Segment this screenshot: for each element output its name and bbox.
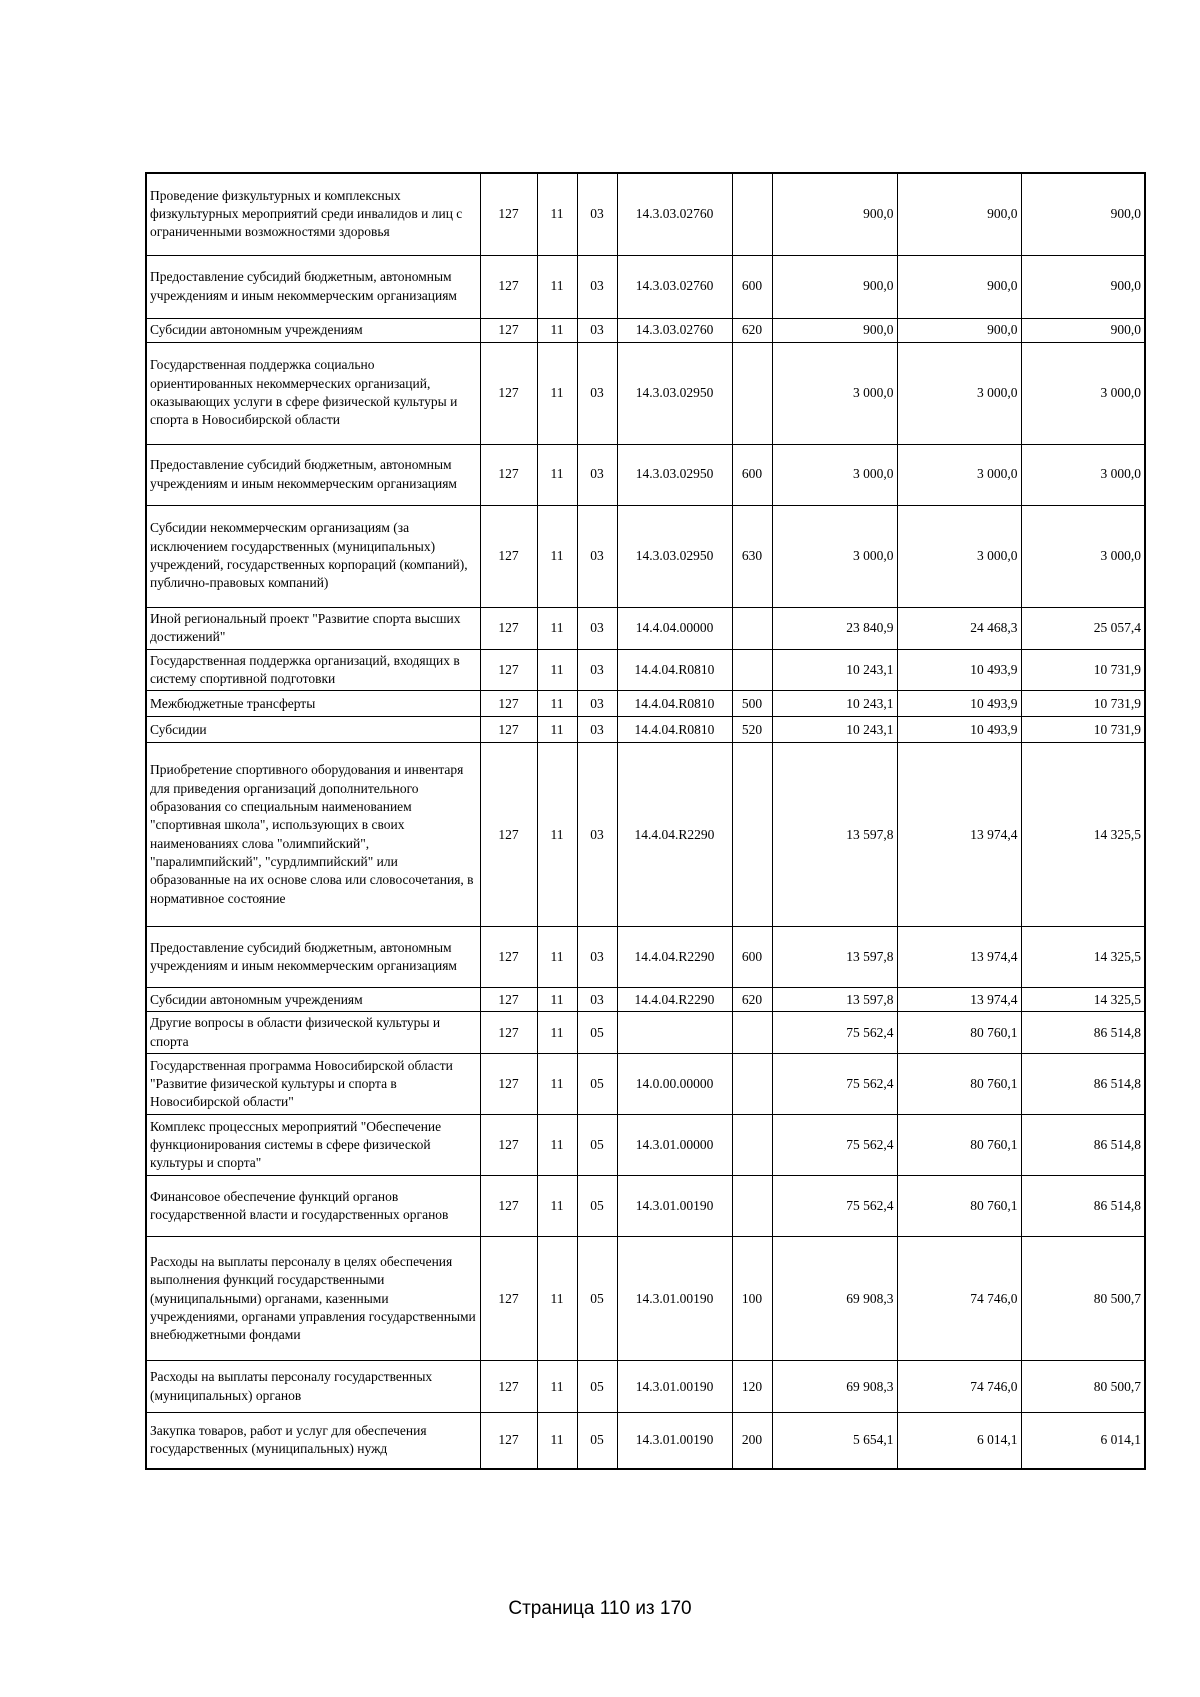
expense-type-code: 630	[732, 505, 772, 607]
amount-year-3: 900,0	[1021, 255, 1145, 318]
table-row	[146, 1413, 1145, 1469]
target-article-code: 14.4.04.R2290	[617, 927, 732, 988]
subsection-code: 05	[577, 1115, 617, 1176]
subsection-code: 05	[577, 1054, 617, 1115]
amount-year-3: 10 731,9	[1021, 717, 1145, 743]
amount-year-2: 80 760,1	[897, 1012, 1021, 1054]
row-description: Государственная программа Новосибирской области "Развитие физической культуры и спорта в Новосибирской области"	[146, 1054, 480, 1115]
table-row	[146, 342, 1145, 444]
target-article-code: 14.3.03.02950	[617, 444, 732, 505]
section-code: 11	[537, 717, 577, 743]
target-article-code: 14.3.01.00190	[617, 1237, 732, 1361]
subsection-code: 03	[577, 342, 617, 444]
target-article-code: 14.3.03.02760	[617, 255, 732, 318]
expense-type-code: 600	[732, 255, 772, 318]
row-description: Расходы на выплаты персоналу государственных (муниципальных) органов	[146, 1361, 480, 1413]
amount-year-3: 6 014,1	[1021, 1413, 1145, 1469]
target-article-code: 14.4.04.R2290	[617, 988, 732, 1012]
expense-type-code: 600	[732, 444, 772, 505]
amount-year-3: 14 325,5	[1021, 743, 1145, 927]
target-article-code: 14.3.03.02760	[617, 318, 732, 342]
amount-year-3: 14 325,5	[1021, 927, 1145, 988]
amount-year-1: 3 000,0	[772, 444, 897, 505]
row-description: Комплекс процессных мероприятий "Обеспечение функционирования системы в сфере физической культуры и спорта"	[146, 1115, 480, 1176]
ministry-code: 127	[480, 1413, 537, 1469]
table-row	[146, 717, 1145, 743]
subsection-code: 03	[577, 173, 617, 255]
subsection-code: 03	[577, 649, 617, 691]
amount-year-3: 80 500,7	[1021, 1237, 1145, 1361]
section-code: 11	[537, 1115, 577, 1176]
table-row	[146, 743, 1145, 927]
expense-type-code	[732, 649, 772, 691]
amount-year-3: 900,0	[1021, 173, 1145, 255]
row-description: Субсидии	[146, 717, 480, 743]
expense-type-code	[732, 173, 772, 255]
row-description: Проведение физкультурных и комплексных физкультурных мероприятий среди инвалидов и лиц с ограниченными возможностями здоровья	[146, 173, 480, 255]
amount-year-1: 75 562,4	[772, 1012, 897, 1054]
amount-year-1: 900,0	[772, 318, 897, 342]
ministry-code: 127	[480, 927, 537, 988]
subsection-code: 05	[577, 1361, 617, 1413]
target-article-code	[617, 1012, 732, 1054]
target-article-code: 14.3.01.00000	[617, 1115, 732, 1176]
amount-year-2: 74 746,0	[897, 1361, 1021, 1413]
section-code: 11	[537, 743, 577, 927]
amount-year-1: 13 597,8	[772, 988, 897, 1012]
table-row	[146, 173, 1145, 255]
section-code: 11	[537, 444, 577, 505]
row-description: Межбюджетные трансферты	[146, 691, 480, 717]
ministry-code: 127	[480, 1361, 537, 1413]
ministry-code: 127	[480, 173, 537, 255]
table-body	[146, 173, 1145, 1469]
amount-year-1: 10 243,1	[772, 649, 897, 691]
ministry-code: 127	[480, 743, 537, 927]
row-description: Субсидии некоммерческим организациям (за исключением государственных (муниципальных) учреждений, государственных корпораций (компаний), публично-правовых компаний)	[146, 505, 480, 607]
target-article-code: 14.3.01.00190	[617, 1361, 732, 1413]
ministry-code: 127	[480, 342, 537, 444]
amount-year-2: 900,0	[897, 255, 1021, 318]
row-description: Предоставление субсидий бюджетным, автономным учреждениям и иным некоммерческим организациям	[146, 255, 480, 318]
table-row	[146, 607, 1145, 649]
target-article-code: 14.3.03.02950	[617, 342, 732, 444]
table-row	[146, 1054, 1145, 1115]
expense-type-code: 620	[732, 318, 772, 342]
amount-year-1: 5 654,1	[772, 1413, 897, 1469]
section-code: 11	[537, 1012, 577, 1054]
subsection-code: 03	[577, 743, 617, 927]
amount-year-3: 25 057,4	[1021, 607, 1145, 649]
amount-year-2: 24 468,3	[897, 607, 1021, 649]
amount-year-3: 3 000,0	[1021, 444, 1145, 505]
amount-year-3: 86 514,8	[1021, 1012, 1145, 1054]
row-description: Расходы на выплаты персоналу в целях обеспечения выполнения функций государственными (муниципальными) органами, казенными учреждениями, органами управления государственными внебюджетными фондами	[146, 1237, 480, 1361]
expense-type-code	[732, 342, 772, 444]
table-row	[146, 927, 1145, 988]
expense-type-code: 620	[732, 988, 772, 1012]
amount-year-1: 900,0	[772, 173, 897, 255]
section-code: 11	[537, 1237, 577, 1361]
amount-year-1: 13 597,8	[772, 927, 897, 988]
expense-type-code: 600	[732, 927, 772, 988]
expense-type-code	[732, 1115, 772, 1176]
amount-year-3: 86 514,8	[1021, 1176, 1145, 1237]
section-code: 11	[537, 927, 577, 988]
amount-year-2: 10 493,9	[897, 691, 1021, 717]
expense-type-code	[732, 607, 772, 649]
amount-year-3: 10 731,9	[1021, 691, 1145, 717]
subsection-code: 03	[577, 988, 617, 1012]
table-row	[146, 988, 1145, 1012]
subsection-code: 03	[577, 255, 617, 318]
expense-type-code: 500	[732, 691, 772, 717]
subsection-code: 03	[577, 927, 617, 988]
page-number: Страница 110 из 170	[508, 1598, 692, 1619]
section-code: 11	[537, 1361, 577, 1413]
target-article-code: 14.0.00.00000	[617, 1054, 732, 1115]
amount-year-2: 900,0	[897, 318, 1021, 342]
section-code: 11	[537, 691, 577, 717]
amount-year-1: 900,0	[772, 255, 897, 318]
ministry-code: 127	[480, 607, 537, 649]
row-description: Субсидии автономным учреждениям	[146, 988, 480, 1012]
ministry-code: 127	[480, 444, 537, 505]
row-description: Предоставление субсидий бюджетным, автономным учреждениям и иным некоммерческим организациям	[146, 444, 480, 505]
amount-year-1: 23 840,9	[772, 607, 897, 649]
section-code: 11	[537, 318, 577, 342]
section-code: 11	[537, 1176, 577, 1237]
amount-year-2: 900,0	[897, 173, 1021, 255]
subsection-code: 05	[577, 1012, 617, 1054]
table-row	[146, 1176, 1145, 1237]
amount-year-2: 13 974,4	[897, 743, 1021, 927]
amount-year-1: 69 908,3	[772, 1361, 897, 1413]
amount-year-3: 86 514,8	[1021, 1054, 1145, 1115]
amount-year-2: 10 493,9	[897, 649, 1021, 691]
amount-year-2: 6 014,1	[897, 1413, 1021, 1469]
ministry-code: 127	[480, 505, 537, 607]
amount-year-2: 13 974,4	[897, 988, 1021, 1012]
table-row	[146, 255, 1145, 318]
section-code: 11	[537, 255, 577, 318]
subsection-code: 05	[577, 1176, 617, 1237]
section-code: 11	[537, 342, 577, 444]
amount-year-1: 75 562,4	[772, 1054, 897, 1115]
row-description: Финансовое обеспечение функций органов государственной власти и государственных органов	[146, 1176, 480, 1237]
table-row	[146, 1361, 1145, 1413]
table-row	[146, 649, 1145, 691]
table-row	[146, 1115, 1145, 1176]
amount-year-1: 75 562,4	[772, 1115, 897, 1176]
amount-year-3: 900,0	[1021, 318, 1145, 342]
subsection-code: 05	[577, 1413, 617, 1469]
amount-year-3: 10 731,9	[1021, 649, 1145, 691]
amount-year-3: 80 500,7	[1021, 1361, 1145, 1413]
table-row	[146, 1237, 1145, 1361]
amount-year-2: 3 000,0	[897, 444, 1021, 505]
subsection-code: 03	[577, 717, 617, 743]
amount-year-1: 3 000,0	[772, 342, 897, 444]
amount-year-2: 74 746,0	[897, 1237, 1021, 1361]
amount-year-3: 3 000,0	[1021, 342, 1145, 444]
row-description: Субсидии автономным учреждениям	[146, 318, 480, 342]
amount-year-3: 3 000,0	[1021, 505, 1145, 607]
amount-year-1: 69 908,3	[772, 1237, 897, 1361]
ministry-code: 127	[480, 988, 537, 1012]
ministry-code: 127	[480, 691, 537, 717]
amount-year-2: 80 760,1	[897, 1115, 1021, 1176]
ministry-code: 127	[480, 318, 537, 342]
row-description: Предоставление субсидий бюджетным, автономным учреждениям и иным некоммерческим организациям	[146, 927, 480, 988]
subsection-code: 03	[577, 691, 617, 717]
amount-year-2: 10 493,9	[897, 717, 1021, 743]
expense-type-code	[732, 743, 772, 927]
table-row	[146, 505, 1145, 607]
subsection-code: 03	[577, 444, 617, 505]
amount-year-1: 3 000,0	[772, 505, 897, 607]
target-article-code: 14.3.01.00190	[617, 1413, 732, 1469]
amount-year-1: 13 597,8	[772, 743, 897, 927]
ministry-code: 127	[480, 1237, 537, 1361]
amount-year-1: 75 562,4	[772, 1176, 897, 1237]
table-row	[146, 691, 1145, 717]
table-row	[146, 1012, 1145, 1054]
ministry-code: 127	[480, 1115, 537, 1176]
expense-type-code: 100	[732, 1237, 772, 1361]
budget-table	[145, 172, 1146, 1470]
target-article-code: 14.3.03.02760	[617, 173, 732, 255]
expense-type-code	[732, 1054, 772, 1115]
row-description: Государственная поддержка социально ориентированных некоммерческих организаций, оказывающих услуги в сфере физической культуры и спорта в Новосибирской области	[146, 342, 480, 444]
ministry-code: 127	[480, 255, 537, 318]
ministry-code: 127	[480, 1176, 537, 1237]
amount-year-3: 86 514,8	[1021, 1115, 1145, 1176]
ministry-code: 127	[480, 1012, 537, 1054]
amount-year-3: 14 325,5	[1021, 988, 1145, 1012]
row-description: Государственная поддержка организаций, входящих в систему спортивной подготовки	[146, 649, 480, 691]
row-description: Иной региональный проект "Развитие спорта высших достижений"	[146, 607, 480, 649]
subsection-code: 05	[577, 1237, 617, 1361]
section-code: 11	[537, 1413, 577, 1469]
section-code: 11	[537, 988, 577, 1012]
amount-year-2: 3 000,0	[897, 505, 1021, 607]
section-code: 11	[537, 505, 577, 607]
amount-year-2: 80 760,1	[897, 1176, 1021, 1237]
target-article-code: 14.3.03.02950	[617, 505, 732, 607]
section-code: 11	[537, 649, 577, 691]
amount-year-1: 10 243,1	[772, 691, 897, 717]
expense-type-code	[732, 1012, 772, 1054]
target-article-code: 14.4.04.R2290	[617, 743, 732, 927]
expense-type-code	[732, 1176, 772, 1237]
section-code: 11	[537, 173, 577, 255]
amount-year-2: 13 974,4	[897, 927, 1021, 988]
table-row	[146, 444, 1145, 505]
subsection-code: 03	[577, 318, 617, 342]
amount-year-2: 80 760,1	[897, 1054, 1021, 1115]
ministry-code: 127	[480, 1054, 537, 1115]
subsection-code: 03	[577, 607, 617, 649]
target-article-code: 14.4.04.R0810	[617, 717, 732, 743]
section-code: 11	[537, 607, 577, 649]
target-article-code: 14.3.01.00190	[617, 1176, 732, 1237]
expense-type-code: 200	[732, 1413, 772, 1469]
row-description: Закупка товаров, работ и услуг для обеспечения государственных (муниципальных) нужд	[146, 1413, 480, 1469]
subsection-code: 03	[577, 505, 617, 607]
amount-year-2: 3 000,0	[897, 342, 1021, 444]
target-article-code: 14.4.04.R0810	[617, 649, 732, 691]
row-description: Приобретение спортивного оборудования и инвентаря для приведения организаций дополнительного образования со специальным наименованием "спортивная школа", использующих в своих наименованиях слова "олимпийский", "паралимпийский", "сурдлимпийский" или образованные на их основе слова или словосочетания, в нормативное состояние	[146, 743, 480, 927]
row-description: Другие вопросы в области физической культуры и спорта	[146, 1012, 480, 1054]
section-code: 11	[537, 1054, 577, 1115]
ministry-code: 127	[480, 649, 537, 691]
ministry-code: 127	[480, 717, 537, 743]
amount-year-1: 10 243,1	[772, 717, 897, 743]
target-article-code: 14.4.04.R0810	[617, 691, 732, 717]
target-article-code: 14.4.04.00000	[617, 607, 732, 649]
expense-type-code: 120	[732, 1361, 772, 1413]
table-row	[146, 318, 1145, 342]
expense-type-code: 520	[732, 717, 772, 743]
